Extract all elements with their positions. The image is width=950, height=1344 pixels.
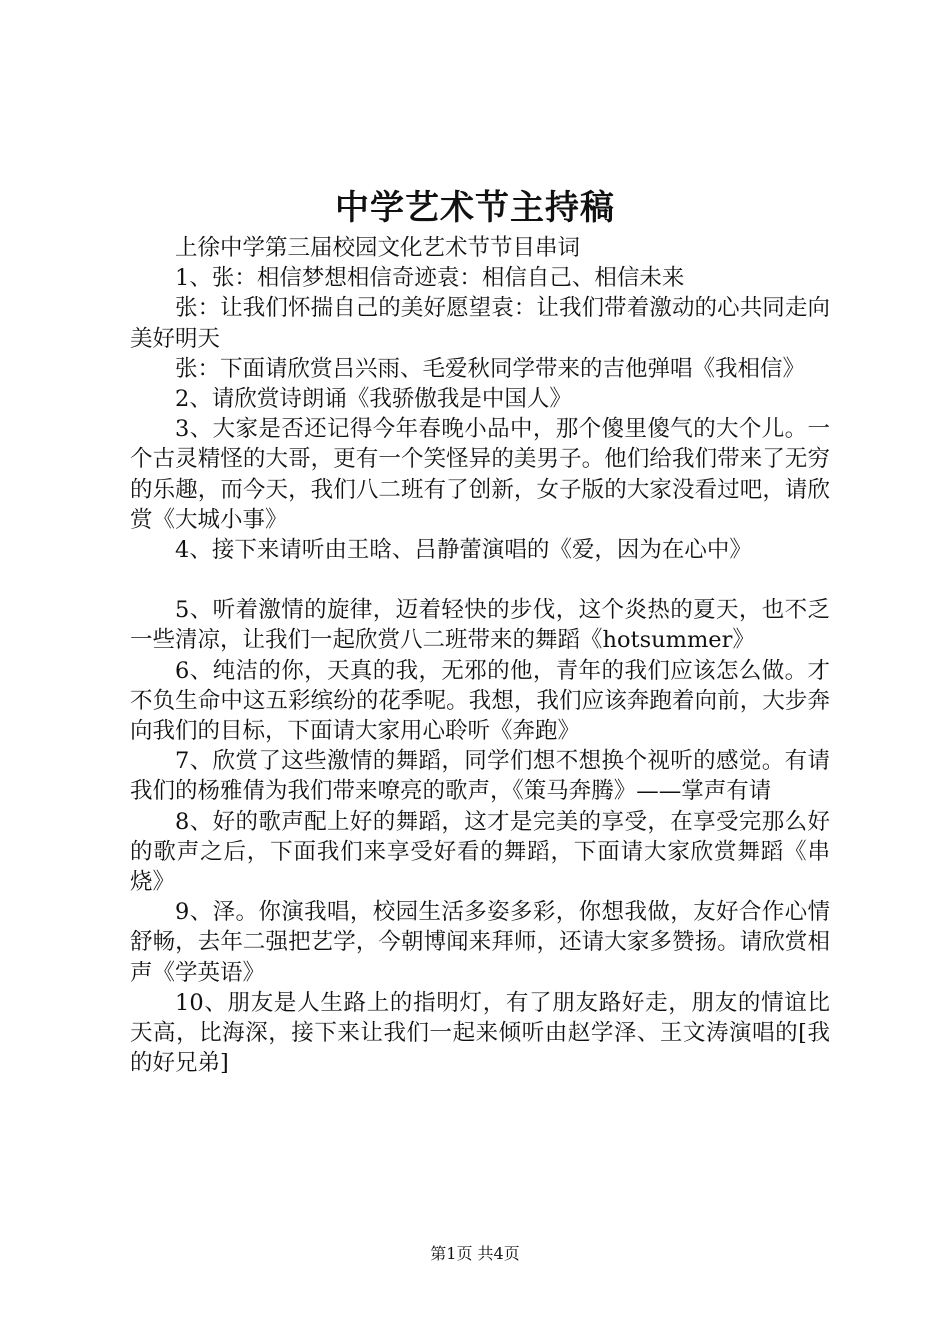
paragraph: 10、朋友是人生路上的指明灯，有了朋友路好走，朋友的情谊比天高，比海深，接下来让我们一起来倾听由赵学泽、王文涛演唱的[我的好兄弟] (130, 989, 830, 1077)
document-title: 中学艺术节主持稿 (335, 188, 615, 228)
paragraph: 2、请欣赏诗朗诵《我骄傲我是中国人》 (175, 386, 572, 413)
paragraph: 5、听着激情的旋律，迈着轻快的步伐，这个炎热的夏天，也不乏一些清凉，让我们一起欣赏八二班带来的舞蹈《hotsummer》 (130, 597, 830, 654)
document-body (130, 233, 830, 1078)
paragraph: 张：让我们怀揣自己的美好愿望袁：让我们带着激动的心共同走向美好明天 (130, 295, 830, 352)
paragraph: 3、大家是否还记得今年春晚小品中，那个傻里傻气的大个儿。一个古灵精怪的大哥，更有一个笑怪异的美男子。他们给我们带来了无穷的乐趣，而今天，我们八二班有了创新，女子版的大家没看过吧，请欣赏《大城小事》 (130, 416, 830, 533)
paragraph: 1、张：相信梦想相信奇迹袁：相信自己、相信未来 (175, 265, 685, 292)
paragraph: 6、纯洁的你，天真的我，无邪的他，青年的我们应该怎么做。才不负生命中这五彩缤纷的花季呢。我想，我们应该奔跑着向前，大步奔向我们的目标，下面请大家用心聆听《奔跑》 (130, 657, 830, 745)
paragraph: 张：下面请欣赏吕兴雨、毛爱秋同学带来的吉他弹唱《我相信》 (175, 355, 806, 382)
paragraph: 9、泽。你演我唱，校园生活多姿多彩，你想我做，友好合作心情舒畅，去年二强把艺学，今朝博闻来拜师，还请大家多赞扬。请欣赏相声《学英语》 (130, 899, 830, 986)
paragraph: 8、好的歌声配上好的舞蹈，这才是完美的享受，在享受完那么好的歌声之后，下面我们来享受好看的舞蹈，下面请大家欣赏舞蹈《串烧》 (130, 808, 830, 896)
page-number-footer: 第1页 共4页 (430, 1244, 520, 1263)
paragraph: 4、接下来请听由王晗、吕静蕾演唱的《爱，因为在心中》 (175, 537, 752, 564)
paragraph: 上徐中学第三届校园文化艺术节节目串词 (175, 235, 581, 261)
paragraph: 7、欣赏了这些激情的舞蹈，同学们想不想换个视听的感觉。有请我们的杨雅倩为我们带来嘹亮的歌声，《策马奔腾》——掌声有请 (130, 748, 830, 805)
